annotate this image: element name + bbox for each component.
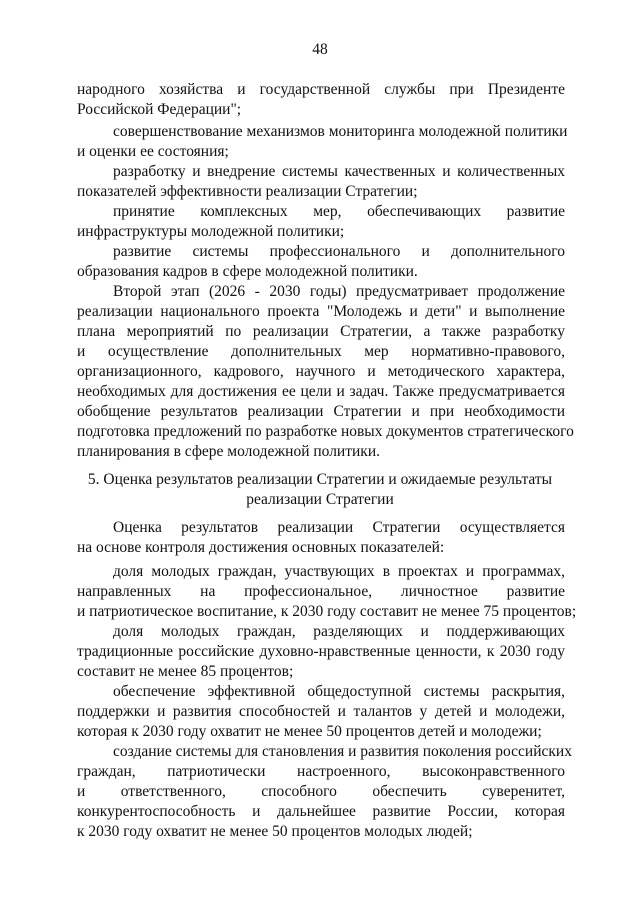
text-line: граждан, патриотически настроенного, высоконравственного [77,763,565,780]
text-line: принятие комплексных мер, обеспечивающих развитие [113,203,565,220]
text-line: инфраструктуры молодежной политики; [77,223,345,240]
text-line: к 2030 году охватит не менее 50 процентов молодых людей; [77,823,473,840]
text-line: организационного, кадрового, научного и методического характера, [77,363,565,380]
text-line: необходимых для достижения ее цели и задач. Также предусматривается [77,383,565,400]
text-line: доля молодых граждан, участвующих в проектах и программах, [113,563,565,580]
text-line: Оценка результатов реализации Стратегии осуществляется [113,519,565,536]
text-line: обобщение результатов реализации Стратегии и при необходимости [77,403,565,420]
text-line: реализации национального проекта "Молодежь и дети" и выполнение [77,303,565,320]
text-line: доля молодых граждан, разделяющих и поддерживающих [113,623,565,640]
section-heading: 5. Оценка результатов реализации Стратегии и ожидаемые результаты [87,471,553,488]
text-line: плана мероприятий по реализации Стратегии, а также разработку [77,323,565,340]
text-line: составит не менее 85 процентов; [77,663,294,680]
text-line: и оценки ее состояния; [77,143,229,160]
text-line: и ответственного, способного обеспечить суверенитет, [77,783,565,800]
section-heading: реализации Стратегии [246,491,394,508]
page-number: 48 [312,41,328,58]
text-line: показателей эффективности реализации Стратегии; [77,183,418,200]
text-line: Второй этап (2026 - 2030 годы) предусматривает продолжение [113,283,565,300]
text-line: создание системы для становления и развития поколения российских [113,743,572,760]
text-line: Российской Федерации"; [77,101,242,118]
text-line: разработку и внедрение системы качественных и количественных [113,163,565,180]
text-line: образования кадров в сфере молодежной политики. [77,263,418,280]
text-line: направленных на профессиональное, личностное развитие [77,583,565,600]
text-line: которая к 2030 году охватит не менее 50 процентов детей и молодежи; [77,723,542,740]
text-line: традиционные российские духовно-нравственные ценности, к 2030 году [77,643,565,660]
text-line: обеспечение эффективной общедоступной системы раскрытия, [113,683,565,700]
text-line: и осуществление дополнительных мер нормативно-правового, [77,343,565,360]
text-line: поддержки и развития способностей и талантов у детей и молодежи, [77,703,565,720]
text-line: подготовка предложений по разработке новых документов стратегического [77,423,574,440]
text-line: планирования в сфере молодежной политики. [77,443,380,460]
text-line: конкурентоспособность и дальнейшее развитие России, которая [77,803,565,820]
text-line: развитие системы профессионального и дополнительного [113,243,565,260]
text-line: на основе контроля достижения основных показателей: [77,539,445,556]
text-line: совершенствование механизмов мониторинга молодежной политики [113,123,568,140]
text-line: народного хозяйства и государственной службы при Президенте [77,81,565,98]
text-line: и патриотическое воспитание, к 2030 году составит не менее 75 процентов; [77,603,577,620]
